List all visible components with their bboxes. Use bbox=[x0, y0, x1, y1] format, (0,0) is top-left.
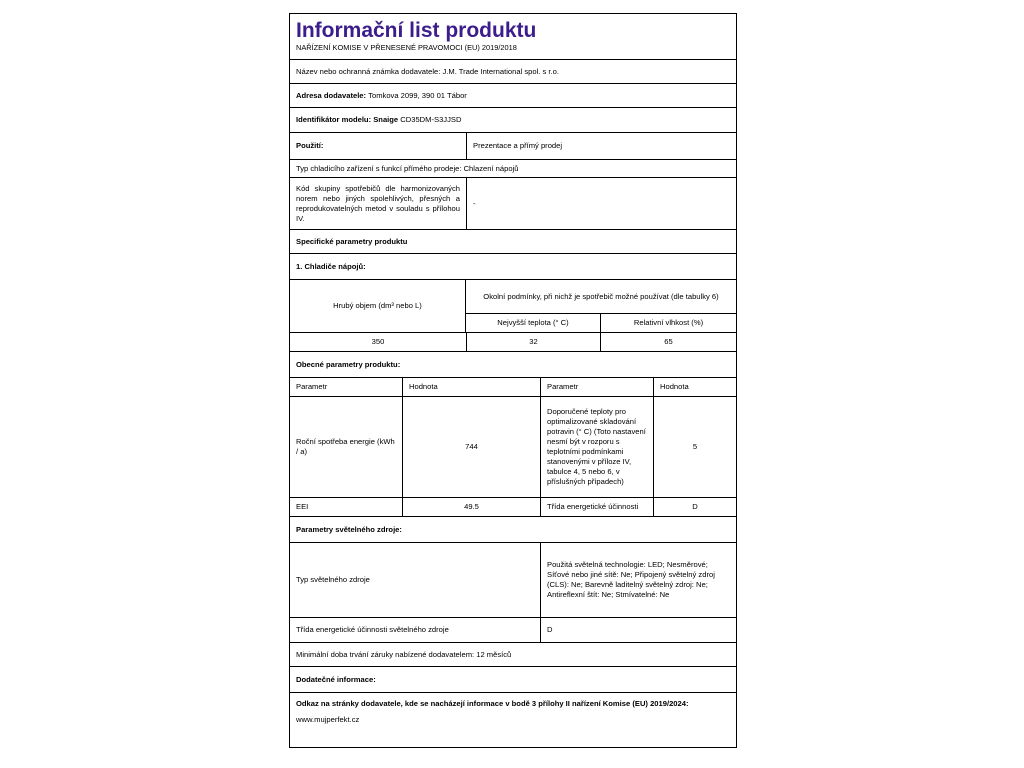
additional-info-label: Dodatečné informace: bbox=[296, 674, 376, 684]
supplier-link-label: Odkaz na stránky dodavatele, kde se nacházejí informace v bodě 3 přílohy II nařízení Komise (EU) 2019/2024: bbox=[296, 699, 689, 708]
general-params-header bbox=[290, 378, 736, 397]
supplier-address-label: Adresa dodavatele: bbox=[296, 90, 367, 100]
regulation-subtitle: NAŘÍZENÍ KOMISE V PŘENESENÉ PRAVOMOCI (EU) 2019/2018 bbox=[296, 43, 517, 52]
appliance-type-row bbox=[290, 160, 736, 178]
use-label: Použití: bbox=[296, 141, 324, 150]
group-code-value: - bbox=[466, 178, 736, 229]
model-code: CD35DM-S3JJSD bbox=[400, 115, 462, 124]
supplier-link-block bbox=[290, 693, 736, 725]
section1-label: 1. Chladiče nápojů: bbox=[296, 261, 366, 271]
temp-value: 5 bbox=[653, 397, 736, 497]
energy-value: 744 bbox=[402, 397, 540, 497]
eei-value: 49.5 bbox=[402, 498, 540, 516]
temp-label: Doporučené teploty pro optimalizované skladování potravin (° C) (Toto nastavení nesmí být v rozporu s teplotními podmínkami stanovenými v příloze IV, tabulce 4, 5 nebo 6, v příslušných případech) bbox=[540, 397, 653, 497]
beverage-cooler-values bbox=[290, 333, 736, 352]
ambient-conditions-block bbox=[465, 280, 736, 332]
group-code-text: Kód skupiny spotřebičů dle harmonizovaných norem nebo jiných spolehlivých, přesných a reprodukovatelných metod v souladu s přílohou IV. bbox=[296, 183, 460, 223]
warranty-row bbox=[290, 643, 736, 667]
beverage-cooler-header bbox=[290, 280, 736, 333]
supplier-address-row bbox=[290, 84, 736, 108]
general-params-heading bbox=[290, 352, 736, 378]
use-row bbox=[290, 133, 736, 160]
eei-label: EEI bbox=[296, 502, 309, 511]
humidity-value: 65 bbox=[600, 333, 736, 351]
specific-params-heading bbox=[290, 230, 736, 254]
group-code-row bbox=[290, 178, 736, 230]
supplier-link-url[interactable]: www.mujperfekt.cz bbox=[296, 715, 360, 724]
sheet-header bbox=[290, 14, 736, 60]
eei-row bbox=[290, 498, 736, 517]
use-value: Prezentace a přímý prodej bbox=[466, 133, 736, 159]
warranty-text: Minimální doba trvání záruky nabízené dodavatelem: 12 měsíců bbox=[296, 649, 512, 659]
efficiency-class-label: Třída energetické účinnosti bbox=[540, 498, 653, 516]
general-params-label: Obecné parametry produktu: bbox=[296, 359, 401, 369]
gross-volume-value: 350 bbox=[371, 337, 385, 346]
col-param-2: Parametr bbox=[540, 378, 653, 396]
supplier-name-row bbox=[290, 60, 736, 84]
light-class-value: D bbox=[540, 618, 736, 642]
max-temp-value: 32 bbox=[466, 333, 600, 351]
ambient-label: Okolní podmínky, při nichž je spotřebič možné používat (dle tabulky 6) bbox=[466, 280, 736, 314]
model-id-label: Identifikátor modelu: bbox=[296, 115, 372, 124]
sheet-title: Informační list produktu bbox=[296, 19, 537, 42]
efficiency-class-value: D bbox=[653, 498, 736, 516]
light-type-value: Použitá světelná technologie: LED; Nesměrové; Síťové nebo jiné sítě: Ne; Připojený světelný zdroj (CLS): Ne; Barevně laditelný světelný zdroj: Ne; Antireflexní štít: Ne; Stmívatelné: Ne bbox=[540, 543, 736, 617]
appliance-type: Typ chladicího zařízení s funkcí přímého prodeje: Chlazení nápojů bbox=[296, 163, 519, 173]
col-value-1: Hodnota bbox=[402, 378, 540, 396]
light-class-label: Třída energetické účinnosti světelného zdroje bbox=[296, 625, 449, 634]
gross-volume-label: Hrubý objem (dm³ nebo L) bbox=[333, 301, 422, 310]
specific-params-label: Specifické parametry produktu bbox=[296, 236, 408, 246]
energy-temp-row bbox=[290, 397, 736, 498]
supplier-address: Tomkova 2099, 390 01 Tábor bbox=[368, 90, 467, 100]
col-param-1: Parametr bbox=[296, 382, 328, 391]
product-information-sheet bbox=[289, 13, 737, 748]
light-type-row bbox=[290, 543, 736, 618]
light-class-row bbox=[290, 618, 736, 643]
section1-heading bbox=[290, 254, 736, 280]
energy-label: Roční spotřeba energie (kWh / a) bbox=[296, 437, 395, 456]
max-temp-label: Nejvyšší teplota (° C) bbox=[497, 318, 569, 327]
supplier-name: Název nebo ochranná známka dodavatele: J.M. Trade International spol. s r.o. bbox=[296, 66, 559, 76]
col-value-2: Hodnota bbox=[653, 378, 736, 396]
light-params-label: Parametry světelného zdroje: bbox=[296, 524, 402, 534]
model-id-row bbox=[290, 108, 736, 133]
light-type-label: Typ světelného zdroje bbox=[296, 575, 370, 584]
model-brand: Snaige bbox=[373, 115, 399, 124]
light-params-heading bbox=[290, 517, 736, 543]
humidity-label: Relativní vlhkost (%) bbox=[600, 314, 736, 332]
additional-info-row bbox=[290, 667, 736, 693]
